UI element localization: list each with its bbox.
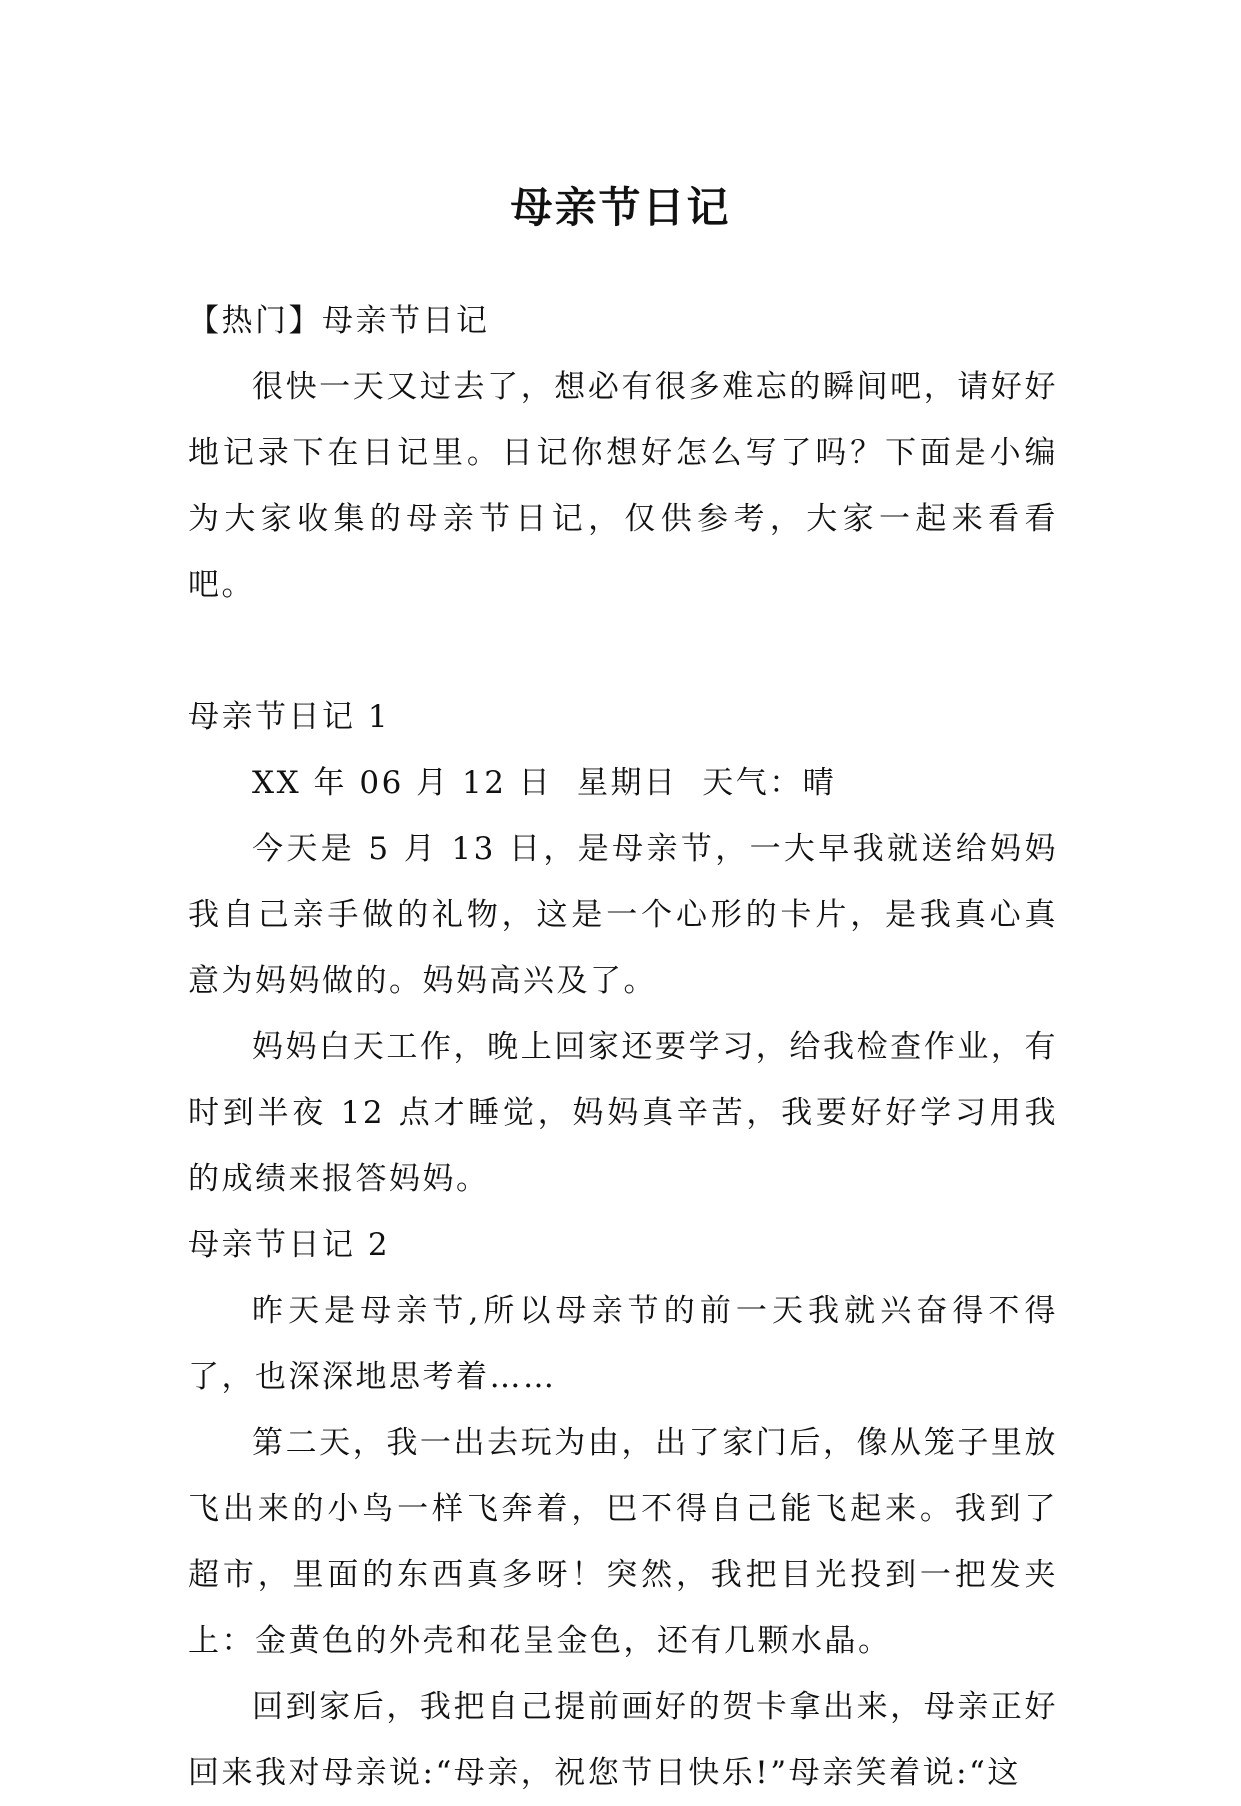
tag-line: 【热门】母亲节日记 (188, 303, 490, 339)
diary-1-date-line: XX 年 06 月 12 日 星期日 天气：晴 (252, 765, 837, 801)
document-body (188, 288, 1058, 1806)
diary-2-paragraph-3: 回到家后，我把自己提前画好的贺卡拿出来，母亲正好回来我对母亲说:“母亲，祝您节日快乐!”母亲笑着说:“这 (188, 1689, 1058, 1791)
diary-1-paragraph-2: 妈妈白天工作，晚上回家还要学习，给我检查作业，有时到半夜 12 点才睡觉，妈妈真辛苦，我要好好学习用我的成绩来报答妈妈。 (188, 1029, 1058, 1197)
diary-2-paragraph-2: 第二天，我一出去玩为由，出了家门后，像从笼子里放飞出来的小鸟一样飞奔着，巴不得自己能飞起来。我到了超市，里面的东西真多呀！突然，我把目光投到一把发夹上：金黄色的外壳和花呈金色，还有几颗水晶。 (188, 1425, 1058, 1659)
diary-1-heading: 母亲节日记 1 (188, 699, 391, 735)
diary-2-paragraph-1: 昨天是母亲节,所以母亲节的前一天我就兴奋得不得了，也深深地思考着…… (188, 1293, 1058, 1395)
diary-1-paragraph-1: 今天是 5 月 13 日，是母亲节，一大早我就送给妈妈我自己亲手做的礼物，这是一个心形的卡片，是我真心真意为妈妈做的。妈妈高兴及了。 (188, 831, 1058, 999)
intro-paragraph: 很快一天又过去了，想必有很多难忘的瞬间吧，请好好地记录下在日记里。日记你想好怎么写了吗？下面是小编为大家收集的母亲节日记，仅供参考，大家一起来看看吧。 (188, 369, 1058, 603)
document-title: 母亲节日记 (510, 183, 731, 233)
diary-2-heading: 母亲节日记 2 (188, 1227, 391, 1263)
